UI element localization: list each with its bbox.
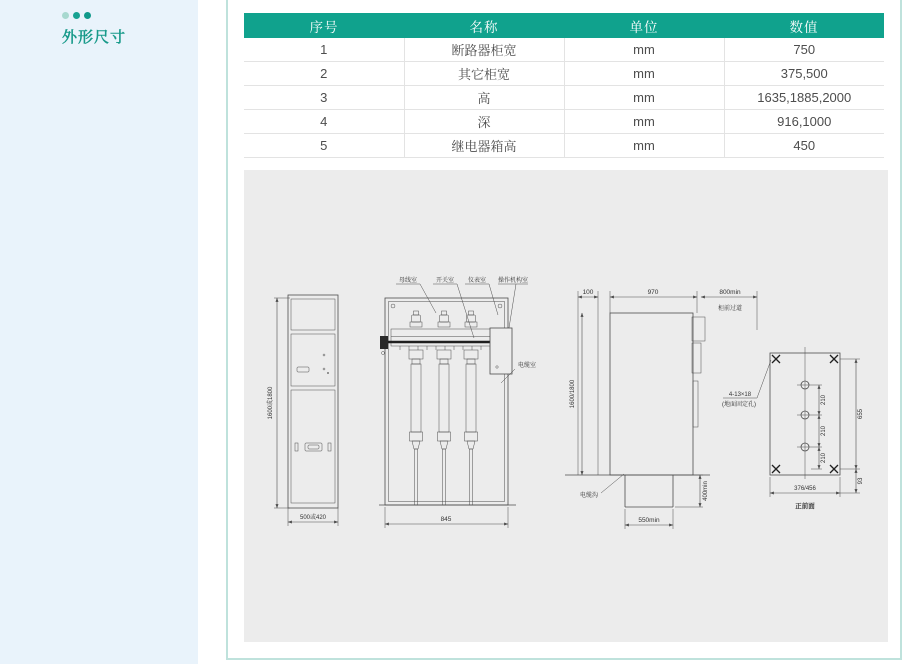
trench-depth-dim: 400min <box>703 481 709 501</box>
cell-index: 2 <box>244 62 404 86</box>
table-header-row <box>244 13 884 38</box>
cable-trench-label: 电缆沟 <box>579 493 599 499</box>
dot-icon <box>84 12 91 19</box>
cell-value: 450 <box>724 134 884 158</box>
cell-unit: mm <box>564 134 724 158</box>
cell-name: 高 <box>404 86 564 110</box>
table-row <box>244 38 884 62</box>
side-view-drawing <box>565 289 757 529</box>
section-view-drawing <box>379 276 536 528</box>
dot-icon <box>73 12 80 19</box>
cell-index: 3 <box>244 86 404 110</box>
section-dots-icon <box>62 12 91 19</box>
plan-height-dim: 655 <box>858 408 864 420</box>
content-panel <box>226 0 902 660</box>
mechanism-room-label: 操作机构室 <box>497 278 529 284</box>
front-aisle-label: 柜前过道 <box>717 306 743 312</box>
cell-name: 断路器柜宽 <box>404 38 564 62</box>
cell-index: 4 <box>244 110 404 134</box>
section-title: 外形尺寸 <box>62 29 127 46</box>
hole-spec-note: 4-13×18 <box>728 392 752 398</box>
cell-value: 916,1000 <box>724 110 884 134</box>
table-row <box>244 62 884 86</box>
cell-value: 1635,1885,2000 <box>724 86 884 110</box>
col-header-value: 数值 <box>724 13 884 38</box>
plan-caption: 正前面 <box>795 503 815 510</box>
section-width-dim: 845 <box>440 516 452 523</box>
hole-spacing-dim-1: 210 <box>821 394 827 406</box>
plan-offset-dim: 93 <box>858 477 864 485</box>
col-header-name: 名称 <box>404 13 564 38</box>
hole-spec-note-sub: (地面固定孔) <box>722 402 756 408</box>
dim-100: 100 <box>582 289 594 296</box>
cable-room-label: 电缆室 <box>517 363 537 369</box>
hole-spacing-dim-3: 210 <box>821 452 827 464</box>
busbar-room-label: 母线室 <box>398 278 418 284</box>
front-view-drawing <box>266 295 338 526</box>
front-height-dim: 1600或1800 <box>268 386 274 420</box>
instrument-room-label: 仪表室 <box>467 278 487 284</box>
cell-unit: mm <box>564 62 724 86</box>
dim-970: 970 <box>647 289 659 296</box>
col-header-unit: 单位 <box>564 13 724 38</box>
cell-index: 5 <box>244 134 404 158</box>
hole-spacing-dim-2: 210 <box>821 425 827 437</box>
switch-room-label: 开关室 <box>435 278 455 284</box>
dimension-table <box>244 13 884 158</box>
table-row <box>244 134 884 158</box>
plan-width-dim: 376/456 <box>794 486 816 492</box>
col-header-index: 序号 <box>244 13 404 38</box>
cell-name: 深 <box>404 110 564 134</box>
side-height-dim: 1600/1800 <box>570 379 576 409</box>
cell-unit: mm <box>564 86 724 110</box>
cell-unit: mm <box>564 110 724 134</box>
cell-unit: mm <box>564 38 724 62</box>
dot-icon <box>62 12 69 19</box>
cell-name: 继电器箱高 <box>404 134 564 158</box>
fixing-hole-plan-drawing <box>722 347 864 510</box>
sidebar <box>0 0 198 664</box>
table-row <box>244 86 884 110</box>
dim-800min: 800min <box>719 289 741 296</box>
cell-value: 750 <box>724 38 884 62</box>
table-row <box>244 110 884 134</box>
outline-dimension-drawing <box>244 170 888 642</box>
cell-index: 1 <box>244 38 404 62</box>
front-width-dim: 500或420 <box>299 515 327 521</box>
technical-drawing-area <box>244 170 888 642</box>
cell-name: 其它柜宽 <box>404 62 564 86</box>
trench-width-dim: 550min <box>638 517 660 524</box>
cell-value: 375,500 <box>724 62 884 86</box>
